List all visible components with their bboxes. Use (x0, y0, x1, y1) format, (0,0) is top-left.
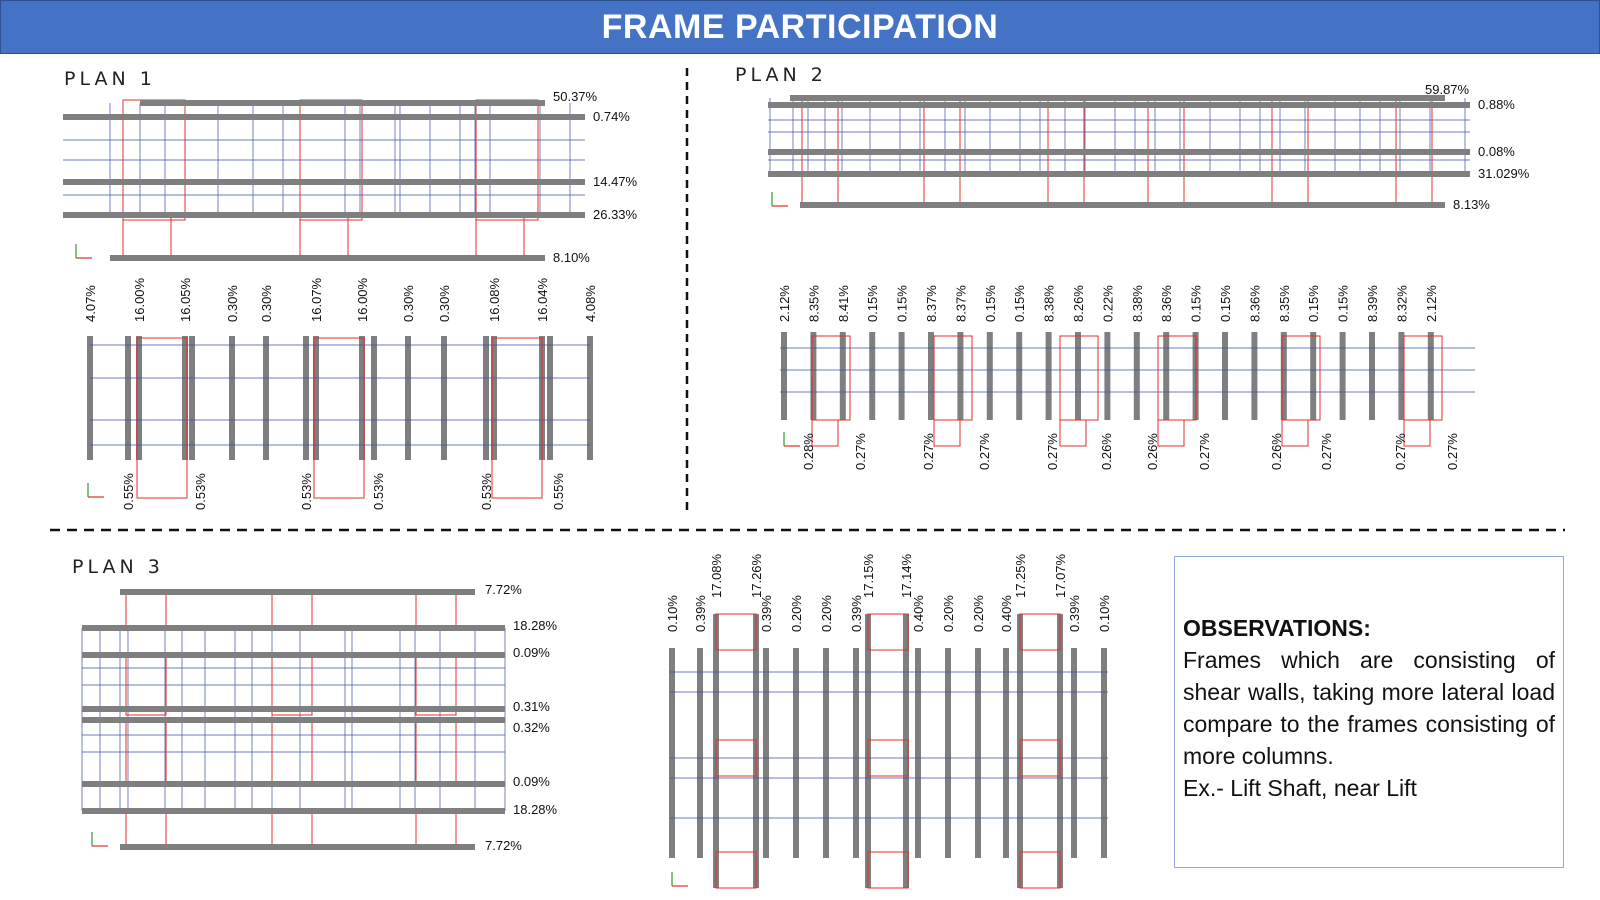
lift-shaft (476, 215, 524, 260)
plan1-x-frame-label: 8.10% (553, 250, 590, 265)
lift-core (137, 338, 187, 498)
plan3-y-frame-label: 0.40% (911, 595, 926, 632)
plan2-y-frame-label: 0.15% (1218, 285, 1233, 322)
plan2-y-frame-label: 0.15% (1306, 285, 1322, 322)
plan2-y-frame-label: 8.35% (1276, 285, 1292, 322)
plan1-y-frame-label: 16.08% (487, 277, 502, 322)
lift-shaft (802, 174, 838, 206)
plan1-y-frame-bottom-label: 0.53% (193, 473, 208, 510)
plan3-y-frame-top-label: 17.26% (749, 553, 764, 598)
plan2-y-frame-bottom-label: 0.28% (801, 433, 816, 470)
plan2-y-frame-bottom-label: 0.27% (1393, 433, 1408, 470)
plan3-y-frame-label: 0.39% (849, 595, 864, 632)
plan2-y-frame-label: 8.41% (835, 285, 851, 322)
plan2-y-frame-label: 8.38% (1041, 285, 1057, 322)
observations-heading: OBSERVATIONS: (1183, 615, 1371, 641)
plan2-x-frame-label: 0.08% (1478, 144, 1515, 159)
plan2-y-frame-label: 8.26% (1071, 285, 1086, 322)
lift-shaft (1396, 174, 1432, 206)
plan2-y-frame-label: 8.37% (924, 285, 939, 322)
plan3-x-frame-label: 18.28% (513, 618, 558, 633)
plan3-y-frame-label: 0.39% (693, 595, 708, 632)
lift-shaft (1020, 614, 1060, 650)
lift-shaft (1282, 420, 1308, 446)
plan2-y-frame-bottom-label: 0.26% (1269, 433, 1284, 470)
plan2-x-frame-label: 59.87% (1425, 82, 1470, 97)
plan1-y-frame-label: 0.30% (401, 285, 416, 322)
lift-shaft (126, 811, 166, 847)
plan2-y-frame-bottom-label: 0.27% (1045, 433, 1060, 470)
lift-shaft (934, 420, 960, 446)
plan3-y-frame-label: 0.10% (1097, 595, 1112, 632)
plan2-y-frame-label: 0.22% (1100, 285, 1116, 322)
lift-shaft (126, 592, 166, 628)
plan2-y-frame-bottom-label: 0.27% (1197, 433, 1212, 470)
lift-core (492, 338, 542, 498)
lift-shaft (300, 215, 348, 260)
lift-shaft (716, 614, 756, 650)
plan3-y-frame-label: 0.39% (1067, 595, 1082, 632)
plan1-y-frame-label: 16.07% (309, 277, 324, 322)
plan3-y-frame-top-label: 17.07% (1053, 553, 1068, 598)
lift-shaft (716, 852, 756, 888)
lift-shaft (416, 811, 456, 847)
lift-core (314, 338, 364, 498)
plan1-y-frame-bottom-label: 0.53% (479, 473, 494, 510)
plan3-y-frame-label: 0.40% (999, 595, 1014, 632)
plan3-y-frame-top-label: 17.14% (899, 553, 914, 598)
plan1-y-frame-bottom-label: 0.55% (121, 473, 136, 510)
plan2-y-frame-bottom-label: 0.27% (1445, 433, 1460, 470)
observations-box (1174, 556, 1564, 868)
plan1-y-frame-bottom-label: 0.53% (299, 473, 314, 510)
lift-shaft (1020, 852, 1060, 888)
plan1-y-frame-label: 0.30% (225, 285, 240, 322)
lift-shaft (1272, 174, 1308, 206)
lift-shaft (416, 592, 456, 628)
page-title: FRAME PARTICIPATION (601, 7, 999, 46)
plan3-y-frame-label: 0.10% (665, 595, 680, 632)
observations-body: Frames which are consisting of shear walls, taking more lateral load compare to the frames consisting of more columns. (1183, 647, 1555, 769)
plan1-y-frame-label: 4.08% (583, 285, 598, 322)
observations-example: Ex.- Lift Shaft, near Lift (1183, 775, 1417, 801)
plan2-y-frame-bottom-label: 0.26% (1099, 433, 1114, 470)
plan3-title: PLAN 3 (72, 556, 164, 578)
plan3-x-frame-label: 0.09% (513, 774, 550, 789)
plan2-y-frame-label: 0.15% (1335, 285, 1351, 322)
plan3-x-frame-label: 0.09% (513, 645, 550, 660)
plan2-y-frame-bottom-label: 0.27% (853, 433, 868, 470)
plan2-y-frame-bottom-label: 0.26% (1145, 433, 1160, 470)
plan1-y-frame-label: 0.30% (437, 285, 452, 322)
plan2-y-frame-label: 8.36% (1247, 285, 1263, 322)
plan2-y-frame-label: 8.39% (1365, 285, 1380, 322)
lift-shaft (123, 215, 171, 260)
plan1-y-frame-label: 16.00% (132, 277, 147, 322)
plan3-x-frame-label: 7.72% (485, 838, 522, 853)
plan1-x-frame-label: 26.33% (593, 207, 638, 222)
plan2-x-frame-label: 31.029% (1478, 166, 1530, 181)
plan2-y-frame-label: 0.15% (865, 285, 881, 322)
lift-shaft (272, 811, 312, 847)
plan2-y-frame-label: 0.15% (982, 285, 998, 322)
plan2-y-frame-label: 8.38% (1129, 285, 1145, 322)
lift-shaft (924, 174, 960, 206)
plan2-y-frame-label: 8.32% (1394, 285, 1410, 322)
plan2-y-frame-label: 2.12% (777, 285, 792, 322)
plan1-y-frame-bottom-label: 0.53% (371, 473, 386, 510)
plan2-y-frame-bottom-label: 0.27% (1319, 433, 1334, 470)
plan1-x-frame-label: 0.74% (593, 109, 630, 124)
plan3-y-frame-top-label: 17.08% (709, 553, 724, 598)
plan2-y-frame-label: 8.37% (953, 285, 969, 322)
lift-core (934, 336, 972, 420)
lift-shaft (1148, 174, 1184, 206)
lift-shaft (1158, 420, 1184, 446)
lift-shaft (272, 592, 312, 628)
plan2-title: PLAN 2 (735, 64, 827, 86)
plan2-y-frame-bottom-label: 0.27% (921, 433, 936, 470)
lift-shaft (868, 852, 908, 888)
plan1-y-frame-label: 16.04% (535, 277, 550, 322)
plan2-x-frame-label: 0.88% (1478, 97, 1515, 112)
plan1-x-frame-label: 50.37% (553, 89, 598, 104)
plan1-title: PLAN 1 (64, 68, 156, 90)
plan3-y-frame-label: 0.20% (789, 595, 804, 632)
lift-shaft (868, 614, 908, 650)
plan2-y-frame-bottom-label: 0.27% (977, 433, 992, 470)
plan2-y-frame-label: 8.36% (1159, 285, 1175, 322)
plan2-x-frame-label: 8.13% (1453, 197, 1490, 212)
plan3-y-frame-label: 0.20% (819, 595, 834, 632)
lift-shaft (1060, 420, 1086, 446)
plan1-y-frame-bottom-label: 0.55% (551, 473, 566, 510)
plan1-y-frame-label: 16.05% (178, 277, 193, 322)
plan3-y-frame-top-label: 17.25% (1013, 553, 1028, 598)
plan2-y-frame-label: 0.15% (894, 285, 910, 322)
plan3-x-frame-label: 0.31% (513, 699, 550, 714)
plan2-y-frame-label: 0.15% (1188, 285, 1204, 322)
plan3-y-frame-label: 0.39% (759, 595, 774, 632)
plan2-y-frame-label: 2.12% (1423, 285, 1439, 322)
plan1-y-frame-label: 0.30% (259, 285, 274, 322)
lift-shaft (1048, 174, 1084, 206)
plan1-y-frame-label: 4.07% (83, 285, 98, 322)
plan2-y-frame-label: 8.35% (806, 285, 822, 322)
plan3-y-frame-label: 0.20% (941, 595, 956, 632)
plan3-x-frame-label: 7.72% (485, 582, 522, 597)
plan3-y-frame-top-label: 17.15% (861, 553, 876, 598)
plan1-y-frame-label: 16.00% (355, 277, 370, 322)
plan2-y-frame-label: 0.15% (1012, 285, 1028, 322)
plan3-x-frame-label: 18.28% (513, 802, 558, 817)
plan3-x-frame-label: 0.32% (513, 720, 550, 735)
plan3-y-frame-label: 0.20% (971, 595, 986, 632)
plan1-x-frame-label: 14.47% (593, 174, 638, 189)
lift-core (1404, 336, 1442, 420)
